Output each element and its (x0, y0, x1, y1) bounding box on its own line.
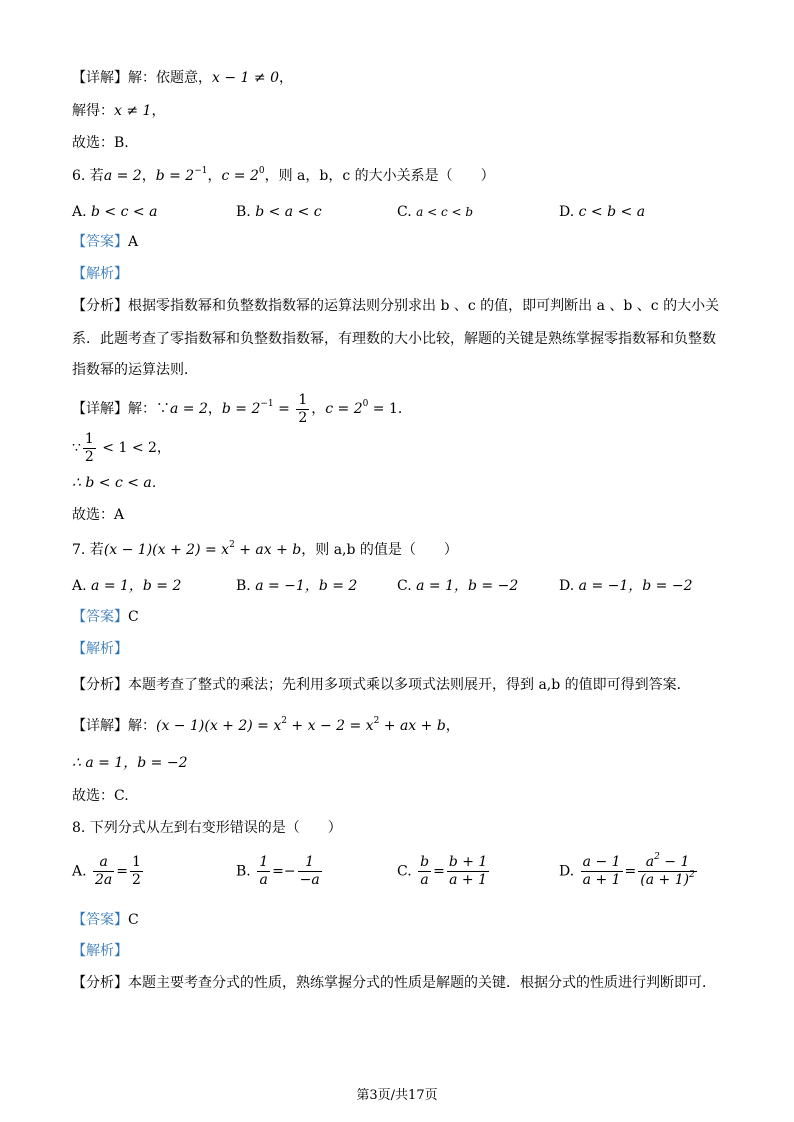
q6-choose: 故选：A (72, 507, 125, 523)
q6-option-d[interactable] (559, 202, 645, 222)
label: A. (72, 863, 87, 880)
denominator: a (259, 872, 268, 888)
q6-fenxi-line: 系．此题考查了零指数幂和负整数指数幂，有理数的大小比较，解题的关键是熟练掌握零指数幂和负整数 (72, 331, 716, 347)
text: ， (445, 718, 460, 734)
label: D. (559, 578, 575, 594)
math: a < c < b (416, 205, 474, 219)
exponent: 0 (362, 399, 369, 409)
fraction (296, 392, 309, 427)
math: a = 1，b = −2 (416, 578, 519, 594)
label: C. (397, 863, 412, 880)
math: (a + 1) (640, 872, 690, 888)
equals: = (116, 863, 129, 880)
text: 6. 若 (72, 168, 104, 184)
label: C. (397, 578, 412, 594)
detail-line (72, 68, 293, 88)
denominator (638, 872, 697, 889)
fraction (638, 854, 697, 889)
numerator: 1 (298, 854, 322, 872)
label: B. (236, 863, 251, 880)
answer-tag: 【答案】 (72, 234, 128, 250)
text: ，则 a,b 的值是（ ） (301, 542, 458, 558)
math: a = 2 (170, 401, 208, 417)
math: c = 2 (221, 168, 259, 184)
numerator: b + 1 (448, 854, 488, 870)
fraction (93, 854, 114, 889)
q6-therefore: ∴ b < c < a． (72, 475, 166, 491)
exponent: 2 (689, 870, 695, 880)
text: ， (278, 70, 293, 86)
numerator: a (93, 854, 114, 872)
exponent: −1 (194, 166, 208, 176)
q8-option-b[interactable] (236, 854, 324, 889)
text: 【详解】解：依题意， (72, 70, 212, 86)
answer-value: A (128, 234, 139, 250)
q6-fenxi-line: 指数幂的运算法则． (72, 362, 198, 378)
label: A. (72, 204, 87, 220)
q8-analysis-tag: 【解析】 (72, 943, 128, 959)
denominator: −a (299, 872, 320, 888)
exponent: 2 (373, 716, 380, 726)
text: ，则 a，b，c 的大小关系是（ ） (264, 168, 495, 184)
label: D. (559, 863, 575, 880)
q6-stem (72, 166, 495, 186)
solution-line (72, 101, 165, 121)
q6-because (72, 430, 171, 466)
q7-option-a[interactable] (72, 576, 181, 596)
math: − 1 (659, 854, 690, 870)
q6-detail (72, 391, 412, 427)
math: a = −1，b = −2 (578, 578, 693, 594)
q6-analysis-tag: 【解析】 (72, 266, 128, 282)
text: = (273, 401, 295, 417)
q7-analysis-tag: 【解析】 (72, 641, 128, 657)
fraction (418, 854, 431, 889)
answer-tag: 【答案】 (72, 912, 128, 928)
text: = 1． (368, 401, 412, 417)
numerator: a − 1 (582, 854, 621, 870)
because-symbol: ∵ (72, 440, 81, 456)
q7-fenxi: 【分析】本题考查了整式的乘法；先利用多项式乘以多项式法则展开，得到 a,b 的值即可得到答案． (72, 677, 691, 693)
math: c = 2 (325, 401, 363, 417)
exponent: 0 (258, 166, 265, 176)
label: C. (397, 204, 412, 220)
exponent: −1 (260, 399, 274, 409)
q7-option-b[interactable] (236, 576, 357, 596)
q6-option-a[interactable] (72, 202, 157, 222)
text: ， (151, 103, 166, 119)
answer-value: C (128, 912, 139, 928)
math: c < b < a (578, 204, 646, 220)
math: + ax + b (234, 542, 302, 558)
denominator: a (420, 872, 429, 888)
denominator: 2a (95, 872, 113, 888)
q6-fenxi-line: 【分析】根据零指数幂和负整数指数幂的运算法则分别求出 b 、c 的值，即可判断出 a 、b 、c 的大小关 (72, 298, 720, 314)
exponent: 2 (281, 716, 287, 726)
fraction (298, 854, 322, 889)
numerator: 1 (298, 391, 308, 408)
q8-option-d[interactable] (559, 854, 699, 889)
equals: = (624, 863, 637, 880)
fraction (83, 431, 96, 466)
q8-fenxi: 【分析】本题主要考查分式的性质，熟练掌握分式的性质是解题的关键．根据分式的性质进行判断即可． (72, 975, 716, 991)
math: a = −1，b = 2 (255, 578, 358, 594)
math: b = 2 (221, 401, 261, 417)
q8-option-c[interactable] (397, 854, 491, 889)
math: x ≠ 1 (114, 103, 152, 119)
q6-option-c[interactable] (397, 202, 473, 222)
label: B. (236, 204, 251, 220)
math: + ax + b (379, 718, 446, 734)
text: ， (311, 401, 326, 417)
exponent: 2 (654, 852, 660, 862)
math: (x − 1)(x + 2) = x (103, 542, 230, 558)
text: 【详解】解：∵ (72, 401, 170, 417)
numerator: 1 (259, 854, 269, 870)
equals: = (272, 863, 284, 880)
q6-answer (72, 232, 138, 252)
q8-stem: 8. 下列分式从左到右变形错误的是（ ） (72, 820, 342, 836)
math: b = 2 (155, 168, 195, 184)
numerator: b (420, 854, 430, 870)
q6-option-b[interactable] (236, 202, 322, 222)
math: b < a < c (255, 204, 322, 220)
q7-answer (72, 607, 139, 627)
label: B. (236, 578, 251, 594)
label: D. (559, 204, 575, 220)
text: ， (207, 168, 222, 184)
text: 解得： (72, 103, 114, 119)
fraction (257, 854, 270, 889)
q7-detail (72, 716, 460, 736)
denominator: 2 (84, 448, 94, 465)
q7-option-c[interactable] (397, 576, 518, 596)
text: ， (207, 401, 222, 417)
q7-therefore: ∴ a = 1，b = −2 (72, 755, 188, 771)
q7-option-d[interactable] (559, 576, 693, 596)
q7-stem (72, 540, 458, 560)
math: b < c < a (91, 204, 158, 220)
text: 7. 若 (72, 542, 104, 558)
math: a (645, 854, 655, 870)
exponent: 2 (229, 540, 235, 550)
minus-sign: − (283, 863, 296, 880)
q7-choose: 故选：C. (72, 788, 129, 804)
math: a = 2 (103, 168, 142, 184)
numerator: 1 (84, 430, 94, 447)
fraction (581, 854, 623, 889)
math: a = 1，b = 2 (91, 578, 182, 594)
answer-tag: 【答案】 (72, 609, 128, 625)
text: < 1 < 2， (97, 440, 171, 456)
fraction (130, 854, 143, 889)
label: A. (72, 578, 87, 594)
text: 【详解】解： (72, 718, 156, 734)
equals: = (433, 863, 445, 880)
denominator: 2 (298, 409, 308, 426)
page-footer: 第3页/共17页 (356, 1088, 438, 1103)
numerator: 1 (132, 854, 141, 870)
denominator: 2 (132, 872, 141, 888)
fraction (447, 854, 490, 889)
choose-line: 故选：B. (72, 135, 129, 151)
denominator: a + 1 (449, 872, 488, 888)
math: + x − 2 = x (286, 718, 374, 734)
text: ， (141, 168, 156, 184)
math: x − 1 ≠ 0 (212, 70, 279, 86)
denominator: a + 1 (582, 872, 621, 888)
math: (x − 1)(x + 2) = x (156, 718, 282, 734)
q8-answer (72, 910, 139, 930)
answer-value: C (128, 609, 139, 625)
q8-option-a[interactable] (72, 854, 145, 889)
